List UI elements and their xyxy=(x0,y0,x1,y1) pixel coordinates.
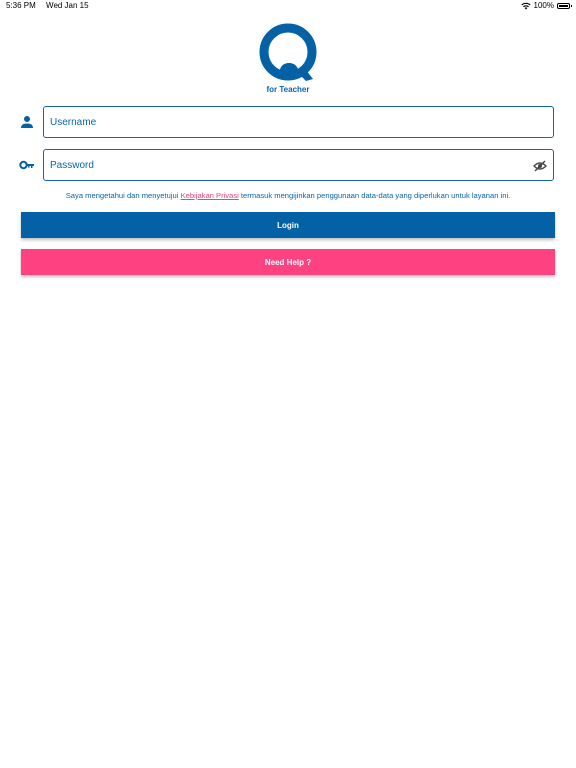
password-input[interactable] xyxy=(44,150,514,180)
privacy-text-post: termasuk mengijinkan penggunaan data-data yang diperlukan untuk layanan ini. xyxy=(238,191,511,200)
person-icon xyxy=(19,114,35,130)
username-input[interactable] xyxy=(44,107,514,137)
username-field[interactable] xyxy=(43,106,554,138)
app-caption: for Teacher xyxy=(266,85,310,94)
privacy-consent-text xyxy=(0,191,576,200)
privacy-policy-link[interactable]: Kebijakan Privasi xyxy=(180,191,239,200)
status-date: Wed Jan 15 xyxy=(46,1,89,10)
status-time: 5:36 PM xyxy=(6,1,36,10)
battery-icon xyxy=(557,3,570,9)
login-button[interactable]: Login xyxy=(21,212,555,238)
key-icon xyxy=(19,157,35,173)
wifi-icon xyxy=(521,2,531,10)
need-help-button[interactable]: Need Help ? xyxy=(21,249,555,275)
privacy-text-pre: Saya mengetahui dan menyetujui xyxy=(65,191,181,200)
eye-off-icon[interactable] xyxy=(533,159,547,173)
battery-percent: 100% xyxy=(533,1,554,10)
battery-fill xyxy=(559,5,568,7)
status-bar xyxy=(0,0,576,12)
app-logo xyxy=(259,23,317,83)
password-field[interactable] xyxy=(43,149,554,181)
